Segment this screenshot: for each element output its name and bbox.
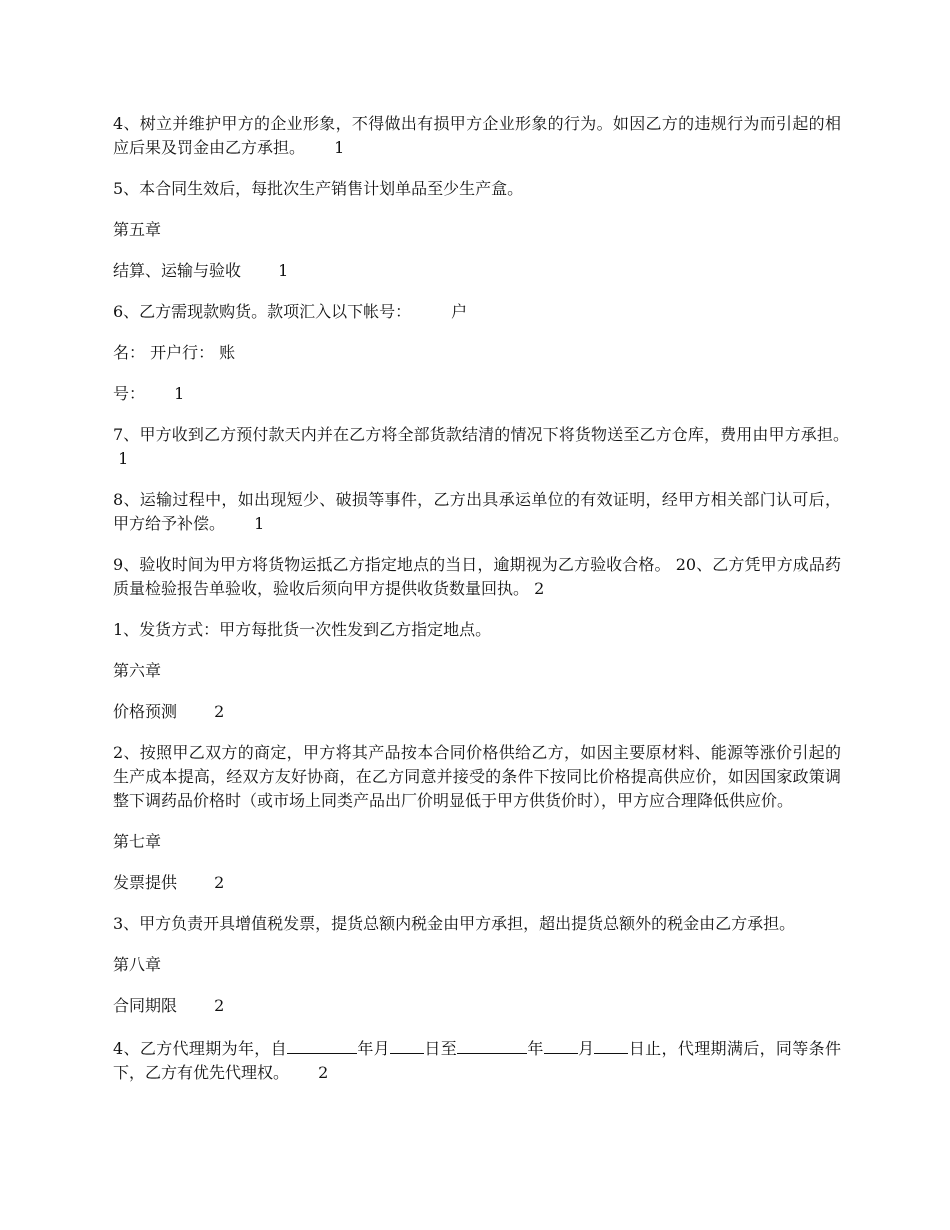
term-text-6: 日止，代理期满后，同等条件下，乙方有优先代理权。 2 (113, 1039, 841, 1082)
term-text-5: 月 (577, 1039, 595, 1058)
clause-6-payment: 6、乙方需现款购货。款项汇入以下帐号： 户 (113, 302, 468, 321)
clause-1-shipping: 1、发货方式：甲方每批货一次性发到乙方指定地点。 (113, 620, 492, 639)
chapter-heading-8: 第八章 (113, 955, 162, 974)
clause-4-agency-term (113, 1035, 841, 1085)
clause-2-pricing: 2、按照甲乙双方的商定，甲方将其产品按本合同价格供给乙方，如因主要原材料、能源等涨价引起的生产成本提高，经双方友好协商，在乙方同意并接受的条件下按同比价格提高供应价，如因国家政策调整下调药品价格时（或市场上同类产品出厂价明显低于甲方供货价时），甲方应合理降低供应价。 (113, 743, 841, 810)
clause-5-production-quantity: 5、本合同生效后，每批次生产销售计划单品至少生产盒。 (113, 179, 524, 198)
term-text-1: 4、乙方代理期为年，自 (113, 1039, 287, 1058)
clause-4-corporate-image: 4、树立并维护甲方的企业形象，不得做出有损甲方企业形象的行为。如因乙方的违规行为而引起的相应后果及罚金由乙方承担。 1 (113, 114, 841, 157)
chapter-heading-7: 第七章 (113, 832, 162, 851)
clause-3-invoice: 3、甲方负责开具增值税发票，提货总额内税金由甲方承担，超出提货总额外的税金由乙方承担。 (113, 914, 796, 933)
blank-month-end (544, 1035, 578, 1054)
chapter-heading-5: 第五章 (113, 220, 162, 239)
blank-year-end (457, 1035, 527, 1054)
term-text-3: 日至 (424, 1039, 458, 1058)
chapter-title-settlement: 结算、运输与验收 1 (113, 261, 289, 280)
term-text-2: 年月 (356, 1039, 391, 1058)
chapter-title-invoice: 发票提供 2 (113, 873, 225, 892)
clause-7-delivery: 7、甲方收到乙方预付款天内并在乙方将全部货款结清的情况下将货物送至乙方仓库，费用由甲方承担。 1 (113, 425, 874, 468)
account-number: 号： 1 (113, 384, 185, 403)
term-text-4: 年 (527, 1039, 544, 1058)
chapter-title-term: 合同期限 2 (113, 996, 225, 1015)
clause-9-acceptance: 9、验收时间为甲方将货物运抵乙方指定地点的当日，逾期视为乙方验收合格。 20、乙方凭甲方成品药质量检验报告单验收，验收后须向甲方提供收货数量回执。 2 (113, 555, 841, 598)
document-body (113, 112, 874, 1102)
clause-8-transport: 8、运输过程中，如出现短少、破损等事件，乙方出具承运单位的有效证明，经甲方相关部门认可后，甲方给予补偿。 1 (113, 490, 841, 533)
blank-year-start (287, 1035, 357, 1054)
blank-day-end (594, 1035, 628, 1054)
chapter-heading-6: 第六章 (113, 661, 162, 680)
chapter-title-price: 价格预测 2 (113, 702, 225, 721)
blank-day-start (390, 1035, 424, 1054)
account-name-bank: 名： 开户行： 账 (113, 343, 236, 362)
